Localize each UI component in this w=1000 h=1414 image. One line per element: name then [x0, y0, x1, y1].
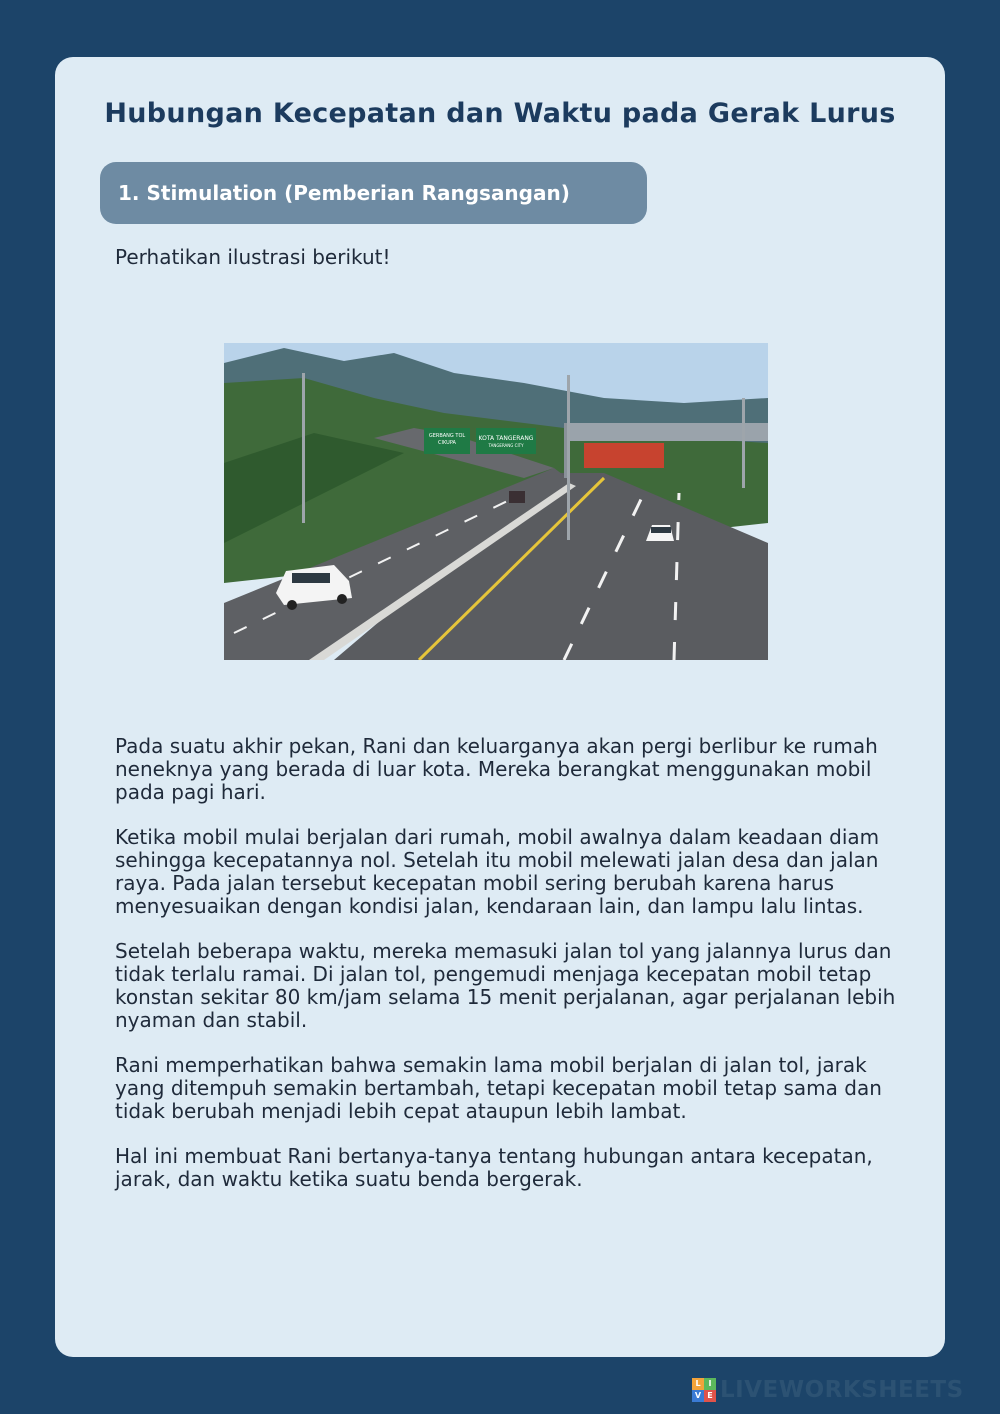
- liveworksheets-logo-icon: [692, 1378, 716, 1402]
- story-paragraph: Hal ini membuat Rani bertanya-tanya tentang hubungan antara kecepatan, jarak, dan waktu ketika suatu benda bergerak.: [115, 1144, 873, 1191]
- story-paragraph: Ketika mobil mulai berjalan dari rumah, mobil awalnya dalam keadaan diam sehingga kecepatannya nol. Setelah itu mobil melewati jalan desa dan jalan raya. Pada jalan tersebut kecepatan mobil sering berubah karena harus menyesuaikan dengan kondisi jalan, kendaraan lain, dan lampu lalu lintas.: [115, 825, 880, 918]
- story-paragraph: Setelah beberapa waktu, mereka memasuki jalan tol yang jalannya lurus dan tidak terlalu ramai. Di jalan tol, pengemudi menjaga kecepatan mobil tetap konstan sekitar 80 km/jam selama 15 menit perjalanan, agar perjalanan lebih nyaman dan stabil.: [115, 939, 896, 1032]
- logo-letter: I: [704, 1378, 716, 1390]
- toll-road-illustration: [224, 343, 768, 660]
- lamp-post-center: [567, 375, 570, 540]
- intro-text: Perhatikan ilustrasi berikut!: [115, 245, 391, 269]
- logo-letter: V: [692, 1390, 704, 1402]
- story-text: [115, 735, 905, 1213]
- story-paragraph: Pada suatu akhir pekan, Rani dan keluarganya akan pergi berlibur ke rumah neneknya yang berada di luar kota. Mereka berangkat menggunakan mobil pada pagi hari.: [115, 734, 878, 804]
- logo-letter: L: [692, 1378, 704, 1390]
- page-title: Hubungan Kecepatan dan Waktu pada Gerak Lurus: [104, 98, 896, 129]
- sign-tangerang-line1: KOTA TANGERANG: [478, 435, 534, 442]
- brand-name: LIVEWORKSHEETS: [720, 1377, 964, 1403]
- sign-cikupa-line2: CIKUPA: [438, 440, 456, 446]
- toll-gate: [584, 443, 664, 468]
- dark-car: [509, 491, 525, 503]
- gantry: [564, 423, 768, 441]
- section-label: 1. Stimulation (Pemberian Rangsangan): [100, 162, 647, 224]
- sign-cikupa-line1: GERBANG TOL: [428, 433, 466, 439]
- liveworksheets-brand[interactable]: [692, 1378, 964, 1402]
- toll-road-photo: [224, 343, 768, 660]
- lamp-post-left: [302, 373, 305, 523]
- story-paragraph: Rani memperhatikan bahwa semakin lama mobil berjalan di jalan tol, jarak yang ditempuh semakin bertambah, tetapi kecepatan mobil tetap sama dan tidak berubah menjadi lebih cepat ataupun lebih lambat.: [115, 1053, 882, 1123]
- logo-letter: E: [704, 1390, 716, 1402]
- lamp-post-right: [742, 398, 745, 488]
- sign-tangerang-line2: TANGERANG CITY: [488, 443, 524, 448]
